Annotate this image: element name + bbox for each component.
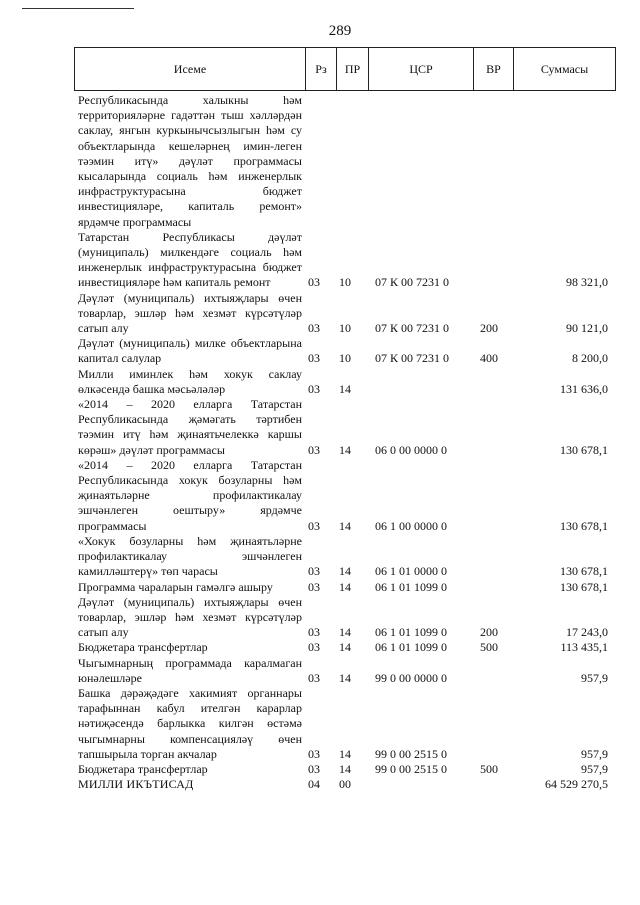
row-sum — [511, 93, 608, 230]
row-name: Милли иминлек һәм хокук саклау өлкәсендә башка мәсьәләләр — [78, 366, 302, 396]
row-vr: 500 — [480, 761, 498, 776]
row-name: Башка дәрәҗәдәге хакимият органнары тарафыннан кабул ителгән карарлар нәтиҗәсендә барлыкка килгән өстәмә чыгымнарны компенсацияләү өчен тапшырыла торган акчалар — [78, 685, 302, 761]
row-sum: 17 243,0 — [566, 625, 608, 640]
row-vr — [467, 93, 511, 230]
row-vr: 500 — [480, 640, 498, 655]
row-name: Чыгымнарның программада каралмаган юнәлешләре — [78, 655, 302, 685]
row-csr — [367, 367, 467, 397]
row-name: Бюджетара трансфертлар — [78, 640, 208, 655]
table-row — [78, 93, 608, 230]
row-name: Дәүләт (муниципаль) ихтыяҗлары өчен товарлар, эшләр һәм хезмәт күрсәтүләр сатып алу — [78, 594, 302, 640]
row-rz: 03 — [308, 579, 320, 594]
row-sum: 130 678,1 — [560, 579, 608, 594]
row-pr: 10 — [339, 351, 351, 366]
row-sum: 98 321,0 — [566, 275, 608, 290]
table-row — [78, 534, 608, 580]
row-name: МИЛЛИ ИКЪТИСАД — [78, 777, 194, 792]
row-pr: 14 — [339, 625, 351, 640]
row-vr — [467, 777, 511, 792]
header-sum: Суммасы — [514, 48, 616, 91]
row-rz: 03 — [308, 564, 320, 579]
row-rz: 04 — [308, 777, 320, 792]
row-vr — [467, 580, 511, 595]
table-row — [78, 686, 608, 762]
row-pr: 10 — [339, 321, 351, 336]
row-pr: 14 — [339, 761, 351, 776]
row-rz: 03 — [308, 381, 320, 396]
row-sum: 957,9 — [581, 670, 608, 685]
row-sum: 113 435,1 — [560, 640, 608, 655]
table-row — [78, 777, 608, 792]
row-pr: 14 — [339, 381, 351, 396]
row-name: «Хокук бозуларны һәм җинаятьләрне профилактикалау эшчәнлеген камилләштерү» төп чарасы — [78, 533, 302, 579]
table-row — [78, 367, 608, 397]
row-rz: 03 — [308, 625, 320, 640]
row-rz: 03 — [308, 670, 320, 685]
row-pr: 10 — [339, 275, 351, 290]
row-rz: 03 — [308, 442, 320, 457]
row-name: Бюджетара трансфертлар — [78, 761, 208, 776]
row-csr: 99 0 00 0000 0 — [375, 670, 447, 685]
row-pr: 14 — [339, 579, 351, 594]
row-sum: 957,9 — [581, 746, 608, 761]
row-rz: 03 — [308, 275, 320, 290]
page-number: 289 — [328, 23, 352, 39]
row-pr: 14 — [339, 670, 351, 685]
row-csr: 07 К 00 7231 0 — [375, 321, 450, 336]
row-sum: 957,9 — [581, 761, 608, 776]
row-sum: 8 200,0 — [572, 351, 608, 366]
row-sum: 130 678,1 — [560, 442, 608, 457]
row-sum: 90 121,0 — [566, 321, 608, 336]
table-row — [78, 458, 608, 534]
header-vr: ВР — [474, 48, 514, 91]
row-csr: 99 0 00 2515 0 — [375, 761, 447, 776]
row-csr: 06 1 01 0000 0 — [375, 564, 447, 579]
header-csr: ЦСР — [369, 48, 474, 91]
row-vr: 200 — [480, 321, 498, 336]
table-row — [78, 230, 608, 291]
row-csr: 07 К 00 7231 0 — [375, 275, 450, 290]
row-sum: 64 529 270,5 — [545, 777, 608, 792]
header-rz: Рз — [306, 48, 337, 91]
row-name: Программа чараларын гамәлгә ашыру — [78, 579, 273, 594]
row-name: Дәүләт (муниципаль) ихтыяҗлары өчен товарлар, эшләр һәм хезмәт күрсәтүләр сатып алу — [78, 290, 302, 336]
top-rule — [22, 8, 134, 9]
table-row — [78, 656, 608, 686]
row-sum: 131 636,0 — [560, 381, 608, 396]
table-row — [78, 762, 608, 777]
row-name: Республикасында халыкны һәм территорияләрне гадәттән тыш хәлләрдән саклау, янгын куркынычсызлыгын һәм су объектларында кешеләрнең имин-леген тәэмин итү» дәүләт программасы кысаларында социаль һәм инженерлык инфраструктурасына бюджет инвестицияләре, капиталь ремонт» ярдәмче программасы — [78, 93, 302, 229]
row-vr — [467, 458, 511, 534]
row-vr — [467, 686, 511, 762]
row-vr — [467, 397, 511, 458]
row-vr — [467, 367, 511, 397]
row-name: «2014 – 2020 елларга Татарстан Республикасында хокук бозуларны һәм җинаятьләрне профилактикалау эшчәнлеген оештыру» ярдәмче программасы — [78, 457, 302, 533]
row-vr — [467, 534, 511, 580]
row-name: Татарстан Республикасы дәүләт (муниципаль) милкендәге социаль һәм инженерлык инфраструктурасына бюджет инвестицияләре һәм капиталь ремонт — [78, 229, 302, 290]
row-sum: 130 678,1 — [560, 564, 608, 579]
row-name: «2014 – 2020 елларга Татарстан Республикасында җәмәгать тәртибен тәэмин итү һәм җинаятьчелеккә каршы көрәш» дәүләт программасы — [78, 397, 302, 457]
table-row — [78, 291, 608, 337]
row-sum: 130 678,1 — [560, 518, 608, 533]
row-pr: 00 — [339, 777, 351, 792]
row-rz — [302, 93, 337, 230]
table-row — [78, 580, 608, 595]
row-pr — [337, 93, 367, 230]
table-row — [78, 397, 608, 458]
row-csr: 06 0 00 0000 0 — [375, 442, 447, 457]
row-rz: 03 — [308, 351, 320, 366]
row-rz: 03 — [308, 518, 320, 533]
row-name: Дәүләт (муниципаль) милке объектларына капитал салулар — [78, 336, 302, 366]
row-pr: 14 — [339, 518, 351, 533]
row-csr: 06 1 00 0000 0 — [375, 518, 447, 533]
row-csr: 06 1 01 1099 0 — [375, 640, 447, 655]
row-rz: 03 — [308, 761, 320, 776]
row-csr: 06 1 01 1099 0 — [375, 625, 447, 640]
row-pr: 14 — [339, 640, 351, 655]
row-rz: 03 — [308, 640, 320, 655]
row-vr — [467, 230, 511, 291]
row-csr: 07 К 00 7231 0 — [375, 351, 450, 366]
header-pr: ПР — [337, 48, 369, 91]
row-csr — [367, 93, 467, 230]
row-csr — [367, 777, 467, 792]
row-pr: 14 — [339, 442, 351, 457]
row-csr: 99 0 00 2515 0 — [375, 746, 447, 761]
table-row — [78, 640, 608, 655]
table-row — [78, 595, 608, 641]
row-vr — [467, 656, 511, 686]
table-body — [78, 93, 608, 792]
table-header — [74, 47, 616, 91]
header-name: Исеме — [75, 48, 306, 91]
table-row — [78, 336, 608, 366]
row-pr: 14 — [339, 564, 351, 579]
row-vr: 400 — [480, 351, 498, 366]
row-pr: 14 — [339, 746, 351, 761]
row-vr: 200 — [480, 625, 498, 640]
row-rz: 03 — [308, 746, 320, 761]
row-csr: 06 1 01 1099 0 — [375, 579, 447, 594]
row-rz: 03 — [308, 321, 320, 336]
